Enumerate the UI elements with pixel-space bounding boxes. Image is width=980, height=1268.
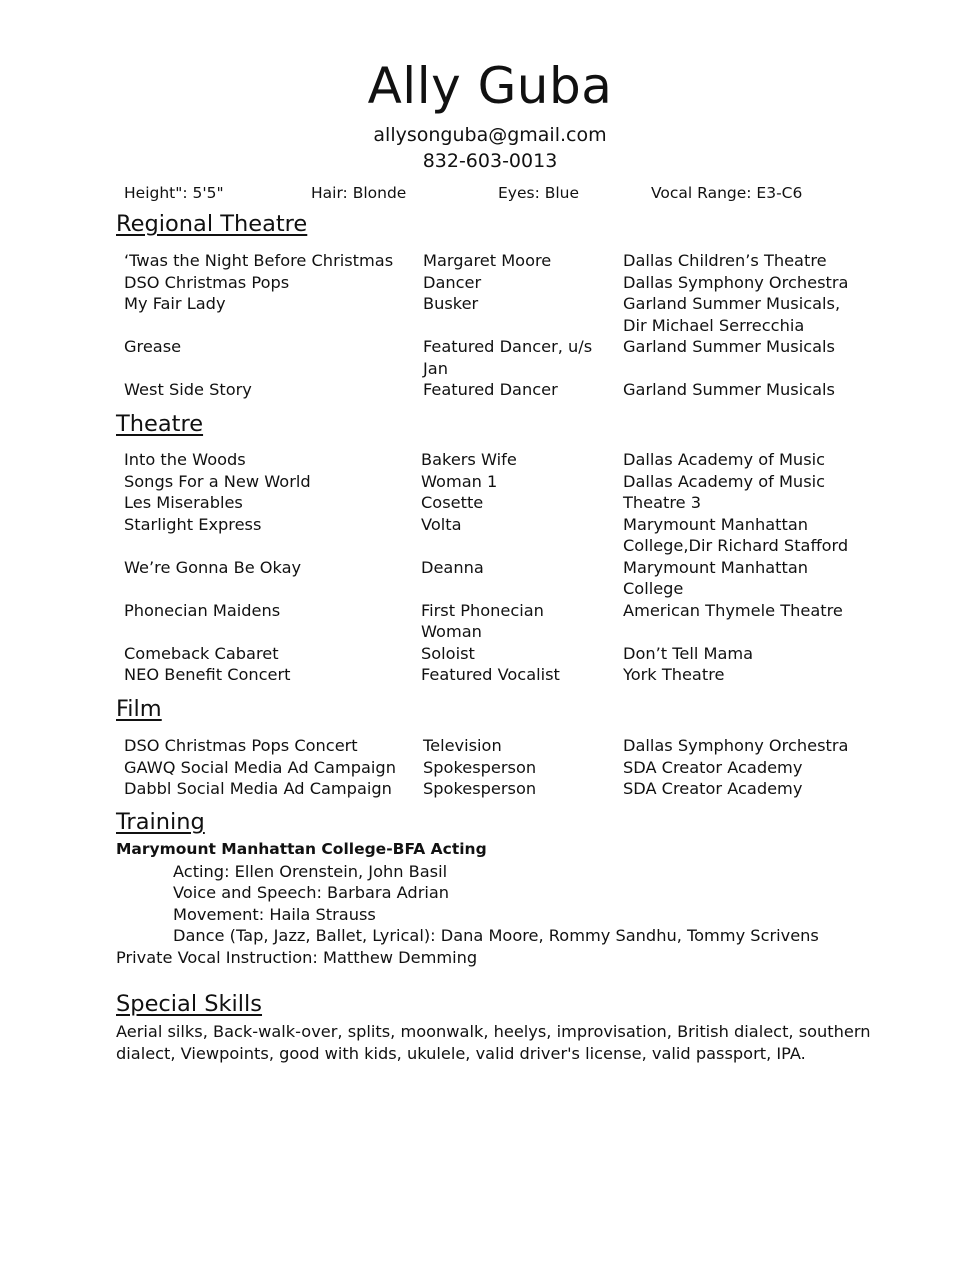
credit-show: Into the Woods <box>124 450 246 469</box>
credit-company: Don’t Tell Mama <box>623 643 754 663</box>
credit-role: Busker <box>423 294 479 313</box>
stat-eyes: Eyes: Blue <box>498 184 580 202</box>
credit-row <box>124 471 884 493</box>
credit-show: DSO Christmas Pops Concert <box>124 736 358 755</box>
credit-role: Spokesperson <box>423 779 537 798</box>
credit-show: My Fair Lady <box>124 294 226 313</box>
phone-number: 832-603-0013 <box>422 150 558 172</box>
credit-company: Marymount Manhattan College,Dir Richard Stafford <box>623 514 849 555</box>
special-skills-text: Aerial silks, Back-walk-over, splits, moonwalk, heelys, improvisation, British dialect, southern dialect, Viewpoints, good with kids, ukulele, valid driver's license, valid passport, IPA. <box>116 1022 871 1063</box>
credit-company: American Thymele Theatre <box>623 600 843 620</box>
email-address: allysonguba@gmail.com <box>373 124 607 146</box>
credit-company: Dallas Symphony Orchestra <box>623 736 849 755</box>
credit-role: Cosette <box>421 493 484 512</box>
credit-row <box>124 643 884 665</box>
credit-show: Songs For a New World <box>124 471 311 491</box>
section-title-special-skills: Special Skills <box>116 991 263 1017</box>
regional-theatre-credits <box>124 250 884 401</box>
credit-row <box>124 557 884 600</box>
credit-show: Starlight Express <box>124 514 262 534</box>
training-detail: Dance (Tap, Jazz, Ballet, Lyrical): Dana Moore, Rommy Sandhu, Tommy Scrivens <box>173 926 819 945</box>
credit-show: Phonecian Maidens <box>124 600 281 620</box>
credit-role: Deanna <box>421 557 484 577</box>
credit-show: We’re Gonna Be Okay <box>124 557 302 577</box>
credit-row <box>124 735 884 757</box>
resume-name: Ally Guba <box>367 57 613 115</box>
training-detail: Movement: Haila Strauss <box>173 904 376 924</box>
credit-company: Marymount Manhattan College <box>623 557 809 598</box>
credit-company: Garland Summer Musicals <box>623 380 835 399</box>
credit-role: Spokesperson <box>423 757 537 777</box>
credit-role: Woman 1 <box>421 471 498 491</box>
credit-role: Featured Vocalist <box>421 665 560 684</box>
training-private-vocal: Private Vocal Instruction: Matthew Demming <box>116 947 478 967</box>
credit-role: Featured Dancer, u/s Jan <box>423 337 593 378</box>
credit-company: Dallas Children’s Theatre <box>623 251 827 270</box>
credit-show: Comeback Cabaret <box>124 643 279 663</box>
credit-row <box>124 600 884 643</box>
credit-row <box>124 757 884 779</box>
credit-show: GAWQ Social Media Ad Campaign <box>124 757 396 777</box>
credit-row <box>124 272 884 294</box>
credit-company: York Theatre <box>623 665 725 684</box>
credit-row <box>124 664 884 686</box>
stat-hair: Hair: Blonde <box>311 184 407 202</box>
credit-company: Dallas Academy of Music <box>623 450 826 469</box>
credit-company: Dallas Symphony Orchestra <box>623 272 849 292</box>
credit-row <box>124 449 884 471</box>
credit-role: Television <box>423 736 502 755</box>
credit-row <box>124 514 884 557</box>
credit-show: ‘Twas the Night Before Christmas <box>124 251 394 270</box>
credit-show: West Side Story <box>124 380 252 399</box>
credit-row <box>124 492 884 514</box>
training-detail: Voice and Speech: Barbara Adrian <box>173 883 450 902</box>
credit-show: DSO Christmas Pops <box>124 272 290 292</box>
credit-show: Les Miserables <box>124 493 243 512</box>
training-block <box>116 839 876 968</box>
credit-role: Bakers Wife <box>421 450 517 469</box>
credit-company: SDA Creator Academy <box>623 779 803 798</box>
credit-role: Volta <box>421 514 462 534</box>
credit-show: Grease <box>124 337 182 356</box>
theatre-credits <box>124 449 884 686</box>
training-detail: Acting: Ellen Orenstein, John Basil <box>173 861 448 881</box>
credit-role: Soloist <box>421 643 475 663</box>
credit-show: NEO Benefit Concert <box>124 665 291 684</box>
credit-company: Theatre 3 <box>623 493 702 512</box>
training-school: Marymount Manhattan College-BFA Acting <box>116 840 487 858</box>
section-title-training: Training <box>116 809 205 835</box>
credit-row <box>124 379 884 401</box>
stat-height: Height": 5'5" <box>124 184 224 202</box>
credit-row <box>124 778 884 800</box>
credit-role: Dancer <box>423 272 482 292</box>
section-title-theatre: Theatre <box>116 411 204 437</box>
credit-row <box>124 250 884 272</box>
credit-row <box>124 293 884 336</box>
credit-company: Dallas Academy of Music <box>623 471 826 491</box>
section-title-film: Film <box>116 696 162 722</box>
credit-show: Dabbl Social Media Ad Campaign <box>124 779 392 798</box>
credit-role: Margaret Moore <box>423 251 552 270</box>
credit-company: Garland Summer Musicals <box>623 337 835 356</box>
credit-role: Featured Dancer <box>423 380 558 399</box>
credit-role: First Phonecian Woman <box>421 600 544 641</box>
section-title-regional-theatre: Regional Theatre <box>116 211 308 237</box>
credit-company: Garland Summer Musicals, Dir Michael Serrecchia <box>623 294 841 335</box>
credit-row <box>124 336 884 379</box>
credit-company: SDA Creator Academy <box>623 757 803 777</box>
film-credits <box>124 735 884 800</box>
stat-vocal-range: Vocal Range: E3-C6 <box>651 184 803 202</box>
